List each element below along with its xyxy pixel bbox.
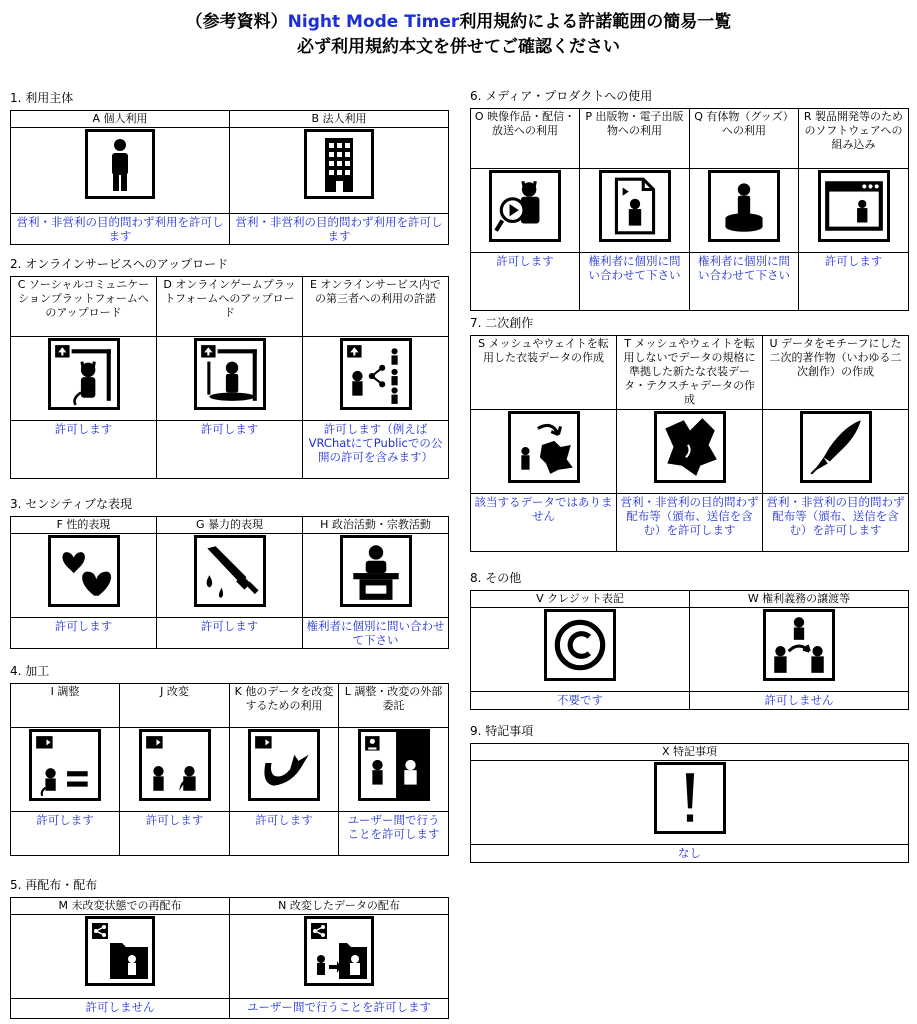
modify-icon xyxy=(139,729,211,801)
item-result-k: 許可します xyxy=(230,812,339,856)
item-result-a: 営利・非営利の目的問わず利用を許可します xyxy=(11,214,230,245)
permission-table xyxy=(470,590,909,710)
item-label-j: J 改変 xyxy=(120,684,230,728)
item-label-x: X 特記事項 xyxy=(471,744,909,761)
hearts-icon xyxy=(48,535,120,607)
section-heading: 7. 二次創作 xyxy=(470,316,534,330)
item-label-h: H 政治活動・宗教活動 xyxy=(303,517,449,534)
section-usage-subject xyxy=(10,90,449,245)
item-result-q: 権利者に個別に問い合わせて下さい xyxy=(690,253,799,311)
permission-table xyxy=(470,108,909,311)
section-derivative-works xyxy=(470,315,909,552)
building-icon xyxy=(304,129,374,199)
section-special-notes xyxy=(470,723,909,863)
item-label-l: L 調整・改変の外部委託 xyxy=(339,684,449,728)
item-label-o: O 映像作品・配信・放送への利用 xyxy=(471,109,580,169)
item-result-c: 許可します xyxy=(11,421,157,479)
item-label-g: G 暴力的表現 xyxy=(157,517,303,534)
item-result-v: 不要です xyxy=(471,692,690,710)
transfer-rights-icon xyxy=(763,609,835,681)
item-label-p: P 出版物・電子出版物への利用 xyxy=(580,109,690,169)
permission-table xyxy=(10,897,449,1019)
permission-table xyxy=(470,743,909,863)
game-upload-icon xyxy=(194,338,266,410)
section-heading: 4. 加工 xyxy=(10,664,50,678)
page-title xyxy=(0,12,917,33)
outsourcing-icon xyxy=(358,729,430,801)
new-costume-icon xyxy=(654,411,726,483)
section-processing xyxy=(10,663,449,856)
exclamation-icon xyxy=(654,762,726,834)
use-for-modification-icon xyxy=(248,729,320,801)
item-result-p: 権利者に個別に問い合わせて下さい xyxy=(580,253,690,311)
share-third-party-icon xyxy=(340,338,412,410)
item-result-u: 営利・非営利の目的問わず配布等（頒布、送信を含む）を許可します xyxy=(763,494,909,552)
item-label-m: M 未改変状態での再配布 xyxy=(11,898,230,915)
pen-nib-icon xyxy=(800,411,872,483)
section-heading: 1. 利用主体 xyxy=(10,91,74,105)
item-label-f: F 性的表現 xyxy=(11,517,157,534)
item-label-k: K 他のデータを改変するための利用 xyxy=(230,684,339,728)
item-label-n: N 改変したデータの配布 xyxy=(230,898,449,915)
section-heading: 6. メディア・プロダクトへの使用 xyxy=(470,89,653,103)
knife-icon xyxy=(194,535,266,607)
item-label-a: A 個人利用 xyxy=(11,111,230,128)
publication-icon xyxy=(599,170,671,242)
item-result-o: 許可します xyxy=(471,253,580,311)
section-media-products xyxy=(470,88,909,311)
figure-goods-icon xyxy=(708,170,780,242)
section-sensitive-expression xyxy=(10,496,449,649)
section-redistribution xyxy=(10,877,449,1019)
item-result-w: 許可しません xyxy=(690,692,909,710)
item-label-s: S メッシュやウェイトを転用した衣装データの作成 xyxy=(471,336,617,410)
item-label-v: V クレジット表記 xyxy=(471,591,690,608)
app-name: Night Mode Timer xyxy=(287,12,460,32)
section-heading: 5. 再配布・配布 xyxy=(10,878,98,892)
item-result-s: 該当するデータではありません xyxy=(471,494,617,552)
section-online-upload xyxy=(10,256,449,479)
item-label-b: B 法人利用 xyxy=(230,111,449,128)
title-suffix: 利用規約による許諾範囲の簡易一覧 xyxy=(459,12,732,32)
social-upload-icon xyxy=(48,338,120,410)
software-icon xyxy=(818,170,890,242)
mesh-transfer-icon xyxy=(508,411,580,483)
person-icon xyxy=(85,129,155,199)
item-label-d: D オンラインゲームプラットフォームへのアップロード xyxy=(157,277,303,337)
permission-table xyxy=(10,110,449,245)
title-prefix: （参考資料） xyxy=(185,12,288,32)
section-heading: 3. センシティブな表現 xyxy=(10,497,133,511)
redistribute-icon xyxy=(85,916,155,986)
item-result-b: 営利・非営利の目的問わず利用を許可します xyxy=(230,214,449,245)
item-result-t: 営利・非営利の目的問わず配布等（頒布、送信を含む）を許可します xyxy=(617,494,763,552)
item-result-r: 許可します xyxy=(799,253,909,311)
item-result-h: 権利者に個別に問い合わせて下さい xyxy=(303,618,449,649)
permission-table xyxy=(10,683,449,856)
section-heading: 2. オンラインサービスへのアップロード xyxy=(10,257,229,271)
item-result-i: 許可します xyxy=(11,812,120,856)
item-label-e: E オンラインサービス内での第三者への利用の許諾 xyxy=(303,277,449,337)
item-label-t: T メッシュやウェイトを転用しないでデータの規格に準拠した新たな衣装データ・テクスチャデータの作成 xyxy=(617,336,763,410)
item-label-i: I 調整 xyxy=(11,684,120,728)
item-result-x: なし xyxy=(471,845,909,863)
item-result-f: 許可します xyxy=(11,618,157,649)
distribute-modified-icon xyxy=(304,916,374,986)
item-label-r: R 製品開発等のためのソフトウェアへの組み込み xyxy=(799,109,909,169)
item-result-n: ユーザー間で行うことを許可します xyxy=(230,999,449,1019)
item-result-g: 許可します xyxy=(157,618,303,649)
copyright-icon xyxy=(544,609,616,681)
item-result-l: ユーザー間で行うことを許可します xyxy=(339,812,449,856)
item-result-j: 許可します xyxy=(120,812,230,856)
adjust-icon xyxy=(29,729,101,801)
permission-table xyxy=(470,335,909,552)
podium-icon xyxy=(340,535,412,607)
item-label-u: U データをモチーフにした二次的著作物（いわゆる二次創作）の作成 xyxy=(763,336,909,410)
page-subtitle: 必ず利用規約本文を併せてご確認ください xyxy=(297,37,620,57)
section-heading: 9. 特記事項 xyxy=(470,724,534,738)
item-label-w: W 権利義務の譲渡等 xyxy=(690,591,909,608)
item-result-e: 許可します（例えばVRChatにてPublicでの公開の許可を含みます） xyxy=(303,421,449,479)
item-result-d: 許可します xyxy=(157,421,303,479)
item-result-m: 許可しません xyxy=(11,999,230,1019)
section-others xyxy=(470,570,909,710)
section-heading: 8. その他 xyxy=(470,571,522,585)
permission-table xyxy=(10,276,449,479)
permission-table xyxy=(10,516,449,649)
video-icon xyxy=(489,170,561,242)
item-label-c: C ソーシャルコミュニケーションプラットフォームへのアップロード xyxy=(11,277,157,337)
item-label-q: Q 有体物（グッズ）への利用 xyxy=(690,109,799,169)
